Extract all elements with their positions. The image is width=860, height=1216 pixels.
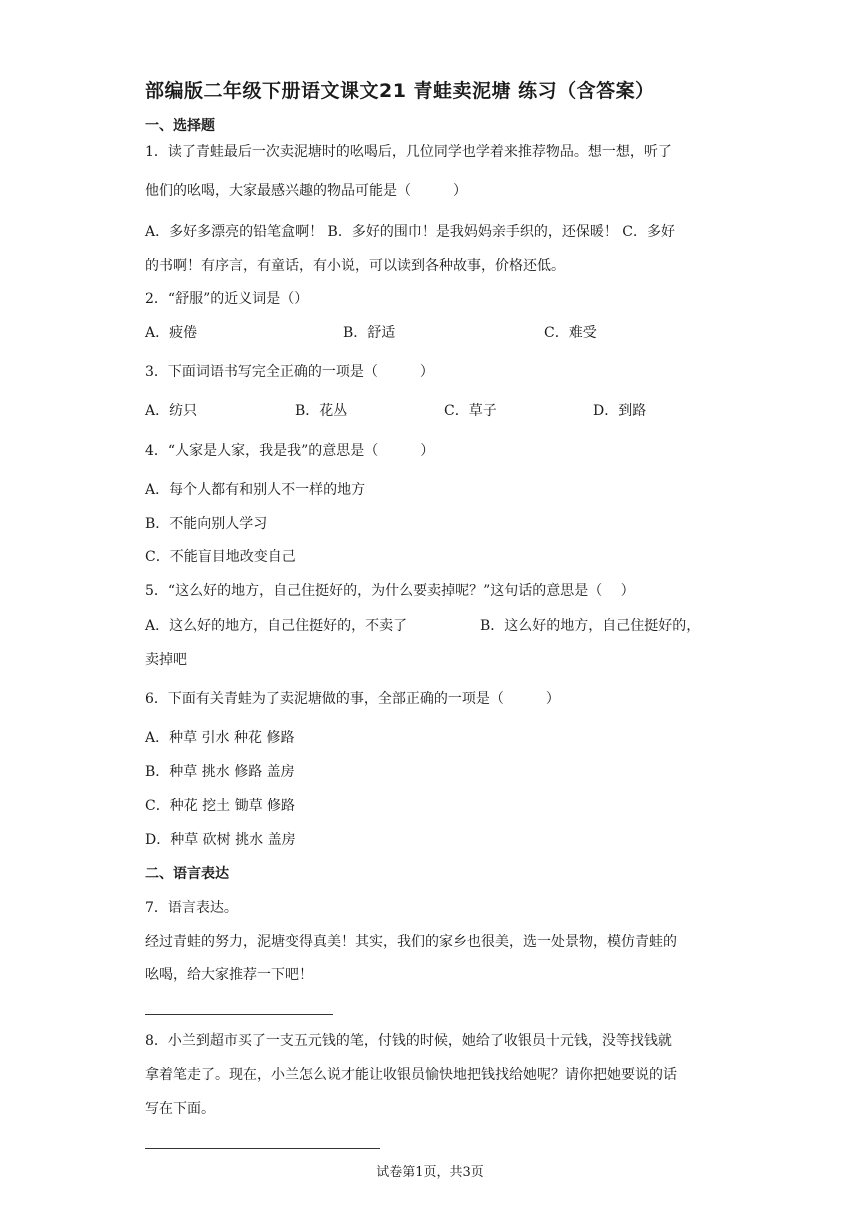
- q5-option-b: B．这么好的地方，自己住挺好的，: [480, 618, 701, 634]
- q1-stem-line1: 1．读了青蛙最后一次卖泥塘时的吆喝后，几位同学也学着来推荐物品。想一想，听了: [145, 144, 672, 160]
- q8-stem-line3: 写在下面。: [145, 1101, 215, 1117]
- q6-stem: 6．下面有关青蛙为了卖泥塘做的事，全部正确的一项是（ ）: [145, 691, 560, 707]
- q4-stem: 4．“人家是人家，我是我”的意思是（ ）: [145, 443, 435, 459]
- q5-stem: 5．“这么好的地方，自己住挺好的，为什么要卖掉呢？”这句话的意思是（ ）: [145, 583, 635, 599]
- q6-option-a: A．种草 引水 种花 修路: [145, 730, 295, 746]
- q3-option-c: C．草子: [444, 403, 497, 419]
- page-footer: 试卷第1页，共3页: [376, 1165, 484, 1180]
- section-heading-expression: 二、语言表达: [145, 866, 229, 882]
- q3-option-b: B．花丛: [295, 403, 348, 419]
- q1-stem-line2: 他们的吆喝，大家最感兴趣的物品可能是（ ）: [145, 183, 467, 199]
- q1-options-line2: 的书啊！有序言，有童话，有小说，可以读到各种故事，价格还低。: [145, 258, 565, 274]
- q2-stem: 2．“舒服”的近义词是（）: [145, 291, 309, 307]
- q3-stem: 3．下面词语书写完全正确的一项是（ ）: [145, 364, 434, 380]
- q6-option-b: B．种草 挑水 修路 盖房: [145, 764, 295, 780]
- q4-option-a: A．每个人都有和别人不一样的地方: [145, 482, 366, 498]
- q3-option-a: A．纺只: [145, 403, 198, 419]
- q7-prompt-line1: 经过青蛙的努力，泥塘变得真美！其实，我们的家乡也很美，选一处景物，模仿青蛙的: [145, 934, 677, 950]
- page-title: 部编版二年级下册语文课文21 青蛙卖泥塘 练习（含答案）: [145, 80, 655, 102]
- q6-option-d: D．种草 砍树 挑水 盖房: [145, 832, 296, 848]
- q8-answer-line: [145, 1148, 380, 1149]
- q8-stem-line2: 拿着笔走了。现在，小兰怎么说才能让收银员愉快地把钱找给她呢？请你把她要说的话: [145, 1067, 677, 1083]
- q6-option-c: C．种花 挖土 锄草 修路: [145, 798, 296, 814]
- q2-option-a: A．疲倦: [145, 325, 198, 341]
- q7-prompt-line2: 吆喝，给大家推荐一下吧！: [145, 967, 313, 983]
- q3-option-d: D．到路: [593, 403, 647, 419]
- q7-stem: 7．语言表达。: [145, 900, 238, 916]
- q5-option-b-continued: 卖掉吧: [145, 652, 187, 668]
- q2-option-c: C．难受: [544, 325, 597, 341]
- q8-stem-line1: 8．小兰到超市买了一支五元钱的笔，付钱的时候，她给了收银员十元钱，没等找钱就: [145, 1033, 672, 1049]
- q2-option-b: B．舒适: [343, 325, 396, 341]
- q4-option-b: B．不能向别人学习: [145, 516, 268, 532]
- q1-options-line1: A．多好多漂亮的铅笔盒啊！ B．多好的围巾！是我妈妈亲手织的，还保暖！ C．多好: [145, 224, 676, 240]
- q4-option-c: C．不能盲目地改变自己: [145, 549, 296, 565]
- q5-option-a: A．这么好的地方，自己住挺好的，不卖了: [145, 618, 408, 634]
- section-heading-choice: 一、选择题: [145, 118, 215, 134]
- q7-answer-line: [145, 1014, 333, 1015]
